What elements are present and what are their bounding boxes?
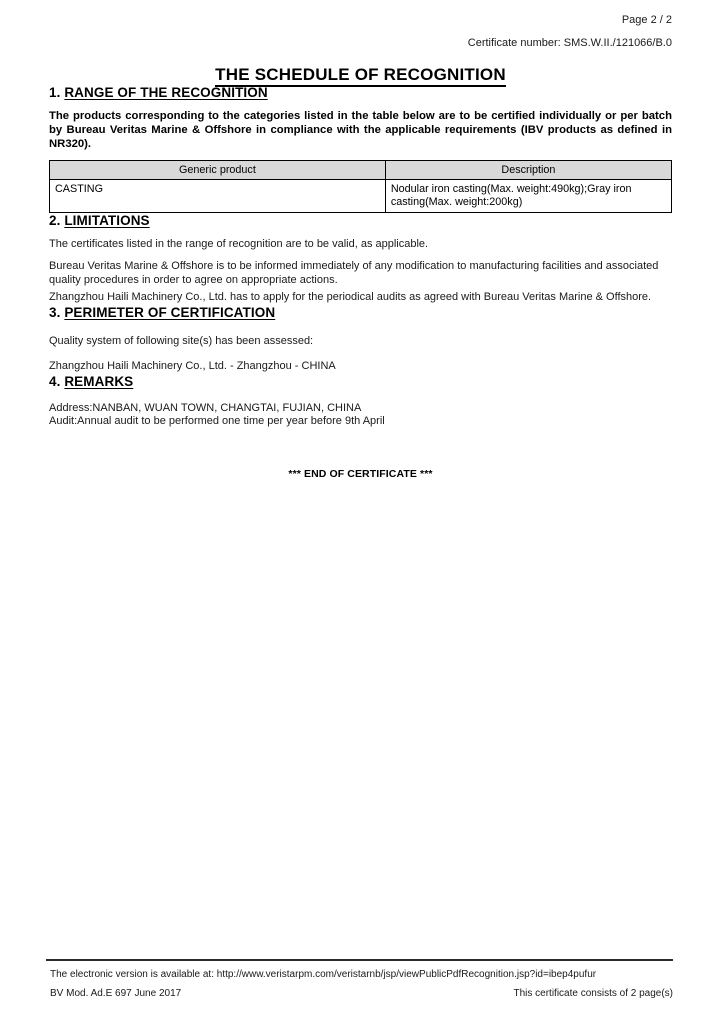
electronic-version-note: The electronic version is available at: http://www.veristarpm.com/veristarnb/jsp/viewPublicPdfRecognition.jsp?id=ibep4pufur — [50, 969, 597, 980]
section-heading-remarks — [49, 374, 672, 390]
section-heading-text: PERIMETER OF CERTIFICATION — [64, 304, 276, 320]
limitations-paragraph: The certificates listed in the range of recognition are to be valid, as applicable. — [49, 237, 429, 250]
document-title-text: THE SCHEDULE OF RECOGNITION — [215, 65, 506, 87]
section-heading-text: RANGE OF THE RECOGNITION — [64, 85, 268, 100]
end-of-certificate-marker: *** END OF CERTIFICATE *** — [288, 467, 433, 480]
section-heading-perimeter-of-certification — [49, 305, 672, 321]
section-heading-text: REMARKS — [64, 373, 134, 389]
document-title — [49, 65, 672, 85]
section-number: 3. — [49, 304, 61, 320]
section-number: 4. — [49, 373, 61, 389]
column-header-description: Description — [385, 160, 671, 179]
footer-bottom-row — [50, 988, 673, 1000]
section-number: 1. — [49, 85, 61, 100]
section-heading-limitations — [49, 213, 672, 229]
certificate-footer — [46, 959, 673, 1000]
page-count-note: This certificate consists of 2 page(s) — [513, 988, 673, 999]
remarks-audit-line: Audit:Annual audit to be performed one time per year before 9th April — [49, 414, 385, 427]
products-table-row — [50, 179, 672, 212]
range-intro-paragraph: The products corresponding to the categories listed in the table below are to be certified individually or per batch by Bureau Veritas Marine & Offshore in compliance with the applicable requirements (IBV products as defined in NR320). — [49, 110, 672, 150]
page-indicator: Page 2 / 2 — [621, 14, 672, 26]
assessed-site: Zhangzhou Haili Machinery Co., Ltd. - Zhangzhou - CHINA — [49, 360, 336, 373]
section-number: 2. — [49, 212, 61, 228]
limitations-paragraph: Bureau Veritas Marine & Offshore is to be informed immediately of any modification to manufacturing facilities and associated quality procedures in order to agree on appropriate actions. — [49, 260, 659, 286]
certificate-content — [0, 0, 720, 480]
section-heading-range-of-recognition — [49, 85, 672, 101]
form-reference: BV Mod. Ad.E 697 June 2017 — [50, 988, 182, 999]
products-table-header-row — [50, 160, 672, 179]
perimeter-paragraph: Quality system of following site(s) has been assessed: — [49, 334, 314, 347]
cell-description: Nodular iron casting(Max. weight:490kg);Gray iron casting(Max. weight:200kg) — [385, 179, 671, 212]
limitations-paragraph: Zhangzhou Haili Machinery Co., Ltd. has to apply for the periodical audits as agreed with Bureau Veritas Marine & Offshore. — [49, 291, 652, 304]
column-header-generic-product: Generic product — [50, 160, 386, 179]
cell-generic-product: CASTING — [50, 179, 386, 212]
remarks-block — [49, 402, 672, 428]
products-table — [49, 160, 672, 213]
remarks-address-line: Address:NANBAN, WUAN TOWN, CHANGTAI, FUJIAN, CHINA — [49, 401, 362, 414]
section-heading-text: LIMITATIONS — [64, 212, 150, 228]
certificate-number: Certificate number: SMS.W.II./121066/B.0 — [467, 37, 672, 49]
